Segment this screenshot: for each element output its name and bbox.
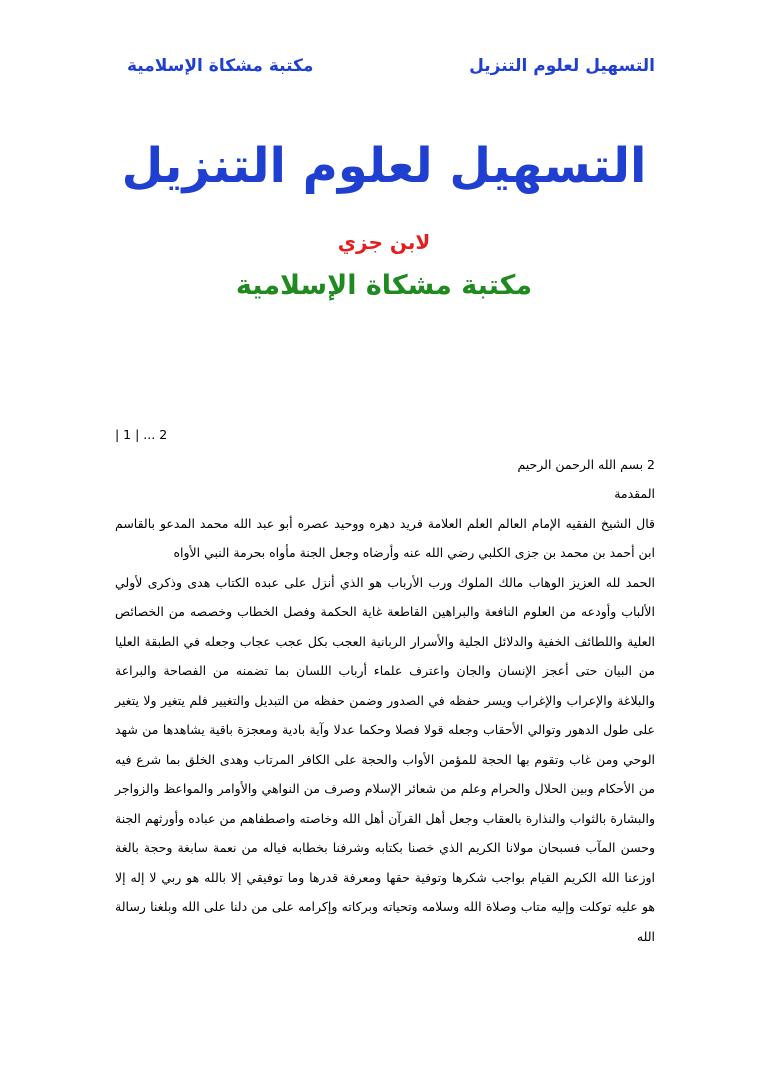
running-header-library: مكتبة مشكاة الإسلامية [127,56,314,76]
page-reference: | 1 | ... 2 [115,427,168,442]
paragraph-praise: الحمد لله العزيز الوهاب مالك الملوك ورب الأرباب هو الذي أنزل على عبده الكتاب هدى وذكرى لأولي الألباب وأودعه من العلوم النافعة والبراهين القاطعة غاية الحكمة وفصل الخطاب وخصصه من الخصائص العلية واللطائف الخفية والدلائل الجلية والأسرار الربانية العجب بكل عجب عجاب وجعله في الطبقة العليا من البيان حتى أعجز الإنسان والجان واعترف علماء أرباب اللسان بما تضمنه من الفصاحة والبراعة والبلاغة والإعراب والإغراب ويسر حفظه في الصدور وضمن حفظه من التبديل والتغيير فلم يتغير ولا يتغير على طول الدهور وتوالي الأحقاب وجعله قولا فصلا وحكما عدلا وآية بادية ومعجزة باقية يشاهدها من شهد الوحي ومن غاب وتقوم بها الحجة للمؤمن الأواب والحجة على الكافر المرتاب وهدى الخلق بما شرع فيه من الأحكام وبين الحلال والحرام وعلم من شعائر الإسلام وصرف من النواهي والأوامر والمواعظ والزواجر والبشارة بالثواب والنذارة بالعقاب وجعل أهل القرآن أهل الله وخاصته واصطفاهم من عباده وأورثهم الجنة وحسن المآب فسبحان مولانا الكريم الذي خصنا بكتابه وشرفنا بخطابه فياله من نعمة سابغة وحجة بالغة اوزعنا الله الكريم القيام بواجب شكرها وتوفية حقها ومعرفة قدرها وما توفيقي إلا بالله هو ربي لا إله إلا هو عليه توكلت وإليه متاب وصلاة الله وسلامه وتحياته وبركاته وإكرامه على من دلنا على الله وبلغنا رسالة الله [115,574,655,944]
library-name: مكتبة مشكاة الإسلامية [235,270,533,301]
bismillah-line: 2 بسم الله الرحمن الرحيم [517,456,655,472]
paragraph-author-intro: قال الشيخ الفقيه الإمام العالم العلم العلامة فريد دهره ووحيد عصره أبو عبد الله محمد المدعو بالقاسم ابن أحمد بن محمد بن جزى الكلبي رضي الله عنه وأرضاه وجعل الجنة مأواه بحرمة النبي الأواه [115,515,655,560]
book-title: التسهيل لعلوم التنزيل [121,138,647,194]
body-text [115,420,655,951]
running-header-book-title: التسهيل لعلوم التنزيل [469,56,655,76]
author-line: لابن جزي [337,230,431,254]
intro-heading: المقدمة [614,486,655,501]
